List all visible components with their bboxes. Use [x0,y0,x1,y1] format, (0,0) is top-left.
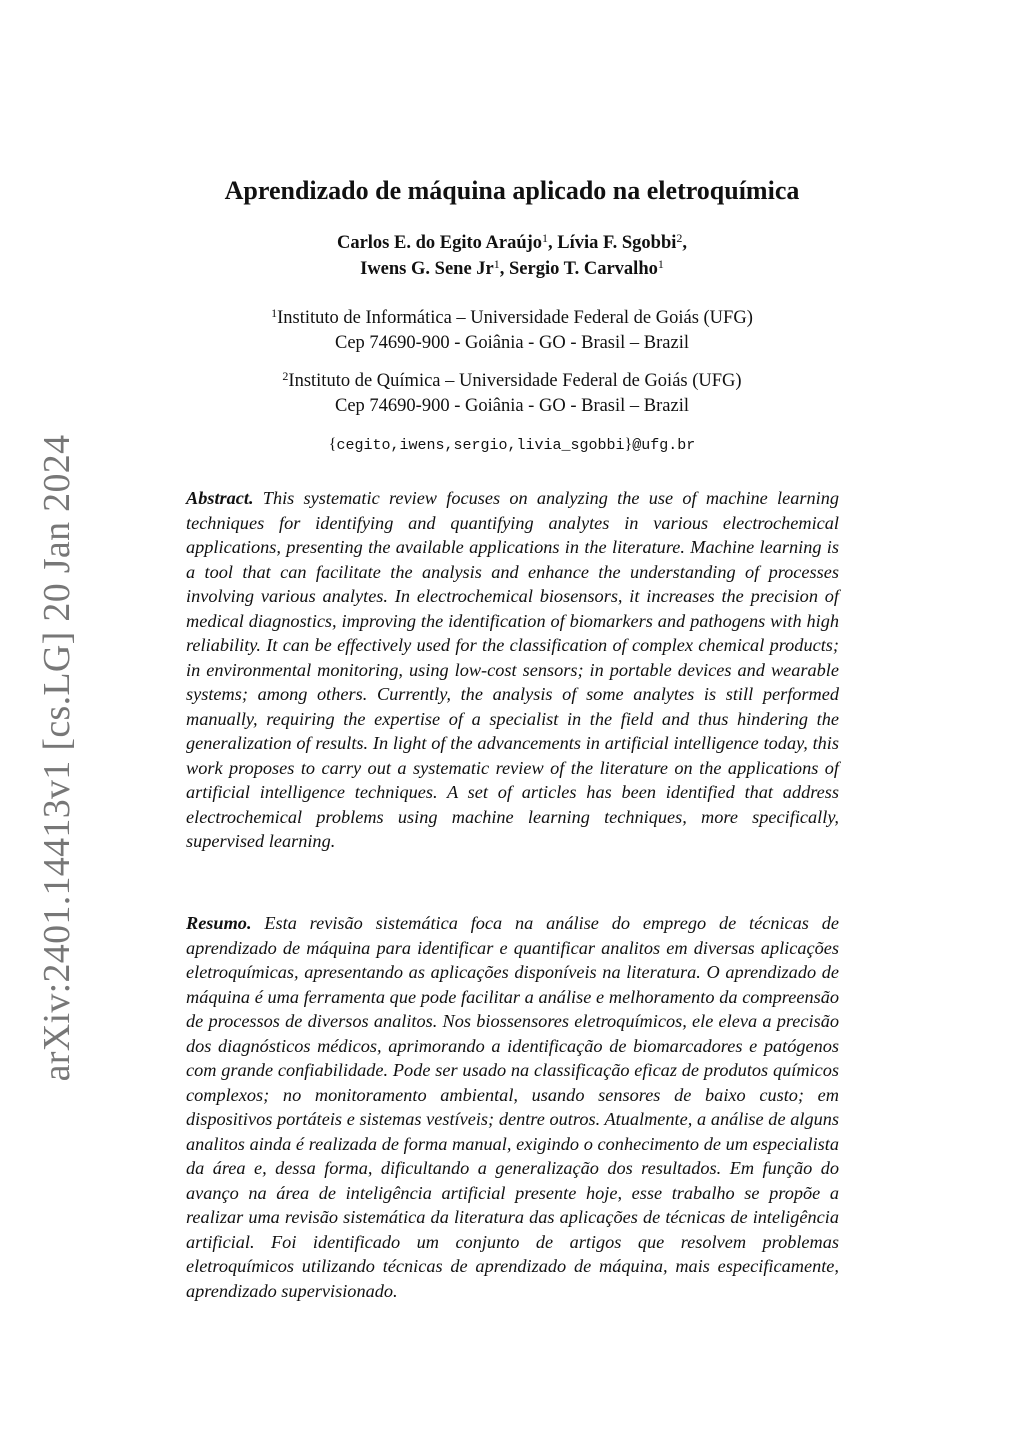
arxiv-identifier-text: arXiv:2401.14413v1 [cs.LG] 20 Jan 2024 [36,434,78,1082]
affiliation-mark: 2 [282,369,289,383]
author-list [0,230,1024,282]
affiliation-address: Cep 74690-900 - Goiânia - GO - Brasil – Brazil [335,333,689,353]
abstract-portuguese [186,911,839,1303]
affiliation-institution: Instituto de Química – Universidade Federal de Goiás (UFG) [288,371,742,391]
author-affiliation-mark: 1 [542,231,549,245]
abstract-label: Abstract. [186,488,254,508]
affiliation-2 [0,369,1024,419]
resumo-label: Resumo. [186,913,252,933]
author-name: Iwens G. Sene Jr [360,259,494,279]
resumo-text: Esta revisão sistemática foca na análise do emprego de técnicas de aprendizado de máquina para identificar e quantificar analitos em diversas aplicações eletroquímicas, apresentando as aplicações disponíveis na literatura. O aprendizado de máquina é uma ferramenta que pode facilitar a análise e melhoramento da compreensão de processos de diversos analitos. Nos biossensores eletroquímicos, ele eleva a precisão dos diagnósticos médicos, aprimorando a identificação de biomarcadores e patógenos com grande confiabilidade. Pode ser usado na classificação eficaz de produtos químicos complexos; no monitoramento ambiental, usando sensores de baixo custo; em dispositivos portáteis e sistemas vestíveis; dentre outros. Atualmente, a análise de alguns analitos ainda é realizada de forma manual, exigindo o conhecimento de um especialista da área e, dessa forma, dificultando a generalização dos resultados. Em função do avanço na área de inteligência artificial presente hoje, esse trabalho se propõe a realizar uma revisão sistemática da literatura das aplicações de técnicas de inteligência artificial. Foi identificado um conjunto de artigos que resolvem problemas eletroquímicos utilizando técnicas de aprendizado de máquina, mais especificamente, aprendizado supervisionado. [186,913,839,1301]
author-line-2: Iwens G. Sene Jr$^1$, Sergio T. Carvalho$^1$ [360,257,664,279]
author-name: Carlos E. do Egito Araújo [336,233,543,253]
author-affiliation-mark: 1 [657,257,664,271]
email-users: cegito,iwens,sergio,livia_sgobbi [336,437,625,454]
affiliation-address: Cep 74690-900 - Goiânia - GO - Brasil – Brazil [335,396,689,416]
email-domain: @ufg.br [632,437,696,454]
paper-title: Aprendizado de máquina aplicado na eletroquímica [224,176,800,205]
author-name: Lívia F. Sgobbi [557,233,677,253]
email-brace-open: { [328,436,337,453]
email-brace-close: } [624,436,633,453]
abstract-text: This systematic review focuses on analyzing the use of machine learning techniques for identifying and quantifying analytes in various electrochemical applications, presenting the available applications in the literature. Machine learning is a tool that can facilitate the analysis and enhance the understanding of processes involving various analytes. In electrochemical biosensors, it increases the precision of medical diagnostics, improving the identification of biomarkers and pathogens with high reliability. It can be effectively used for the classification of complex chemical products; in environmental monitoring, using low-cost sensors; in portable devices and wearable systems; among others. Currently, the analysis of some analytes is still performed manually, requiring the expertise of a specialist in the field and thus hindering the generalization of results. In light of the advancements in artificial intelligence today, this work proposes to carry out a systematic review of the literature on the applications of artificial intelligence techniques. A set of articles has been identified that address electrochemical problems using machine learning techniques, more specifically, supervised learning. [186,488,839,851]
affiliation-institution: Instituto de Informática – Universidade Federal de Goiás (UFG) [277,308,753,328]
affiliation-mark: 1 [271,306,278,320]
abstract-english [186,486,839,854]
affiliation-1 [0,306,1024,356]
author-name: Sergio T. Carvalho [509,259,658,279]
author-emails [0,436,1024,454]
author-line-1: Carlos E. do Egito Araújo$^1$, Lívia F. Sgobbi$^2$, [336,231,688,253]
author-affiliation-mark: 1 [493,257,500,271]
author-affiliation-mark: 2 [676,231,683,245]
